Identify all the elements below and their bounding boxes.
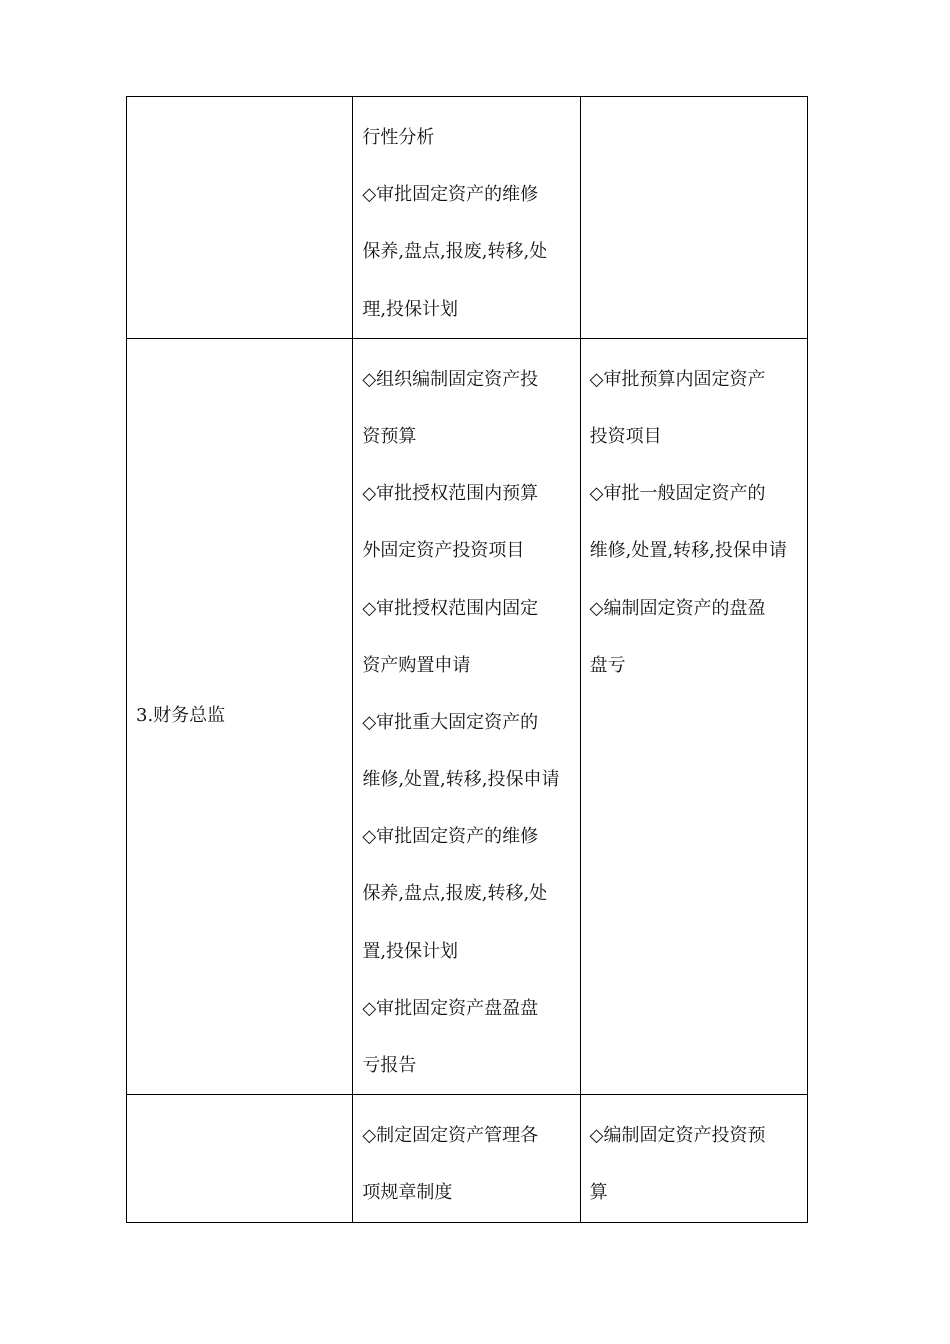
cell-line: 资预算	[362, 425, 417, 447]
cell-line: ◇审批授权范围内预算	[362, 483, 539, 505]
cell-line: ◇审批固定资产的维修	[362, 184, 539, 206]
role-label: 3.财务总监	[136, 705, 226, 727]
cell-line: 资产购置申请	[362, 654, 471, 676]
duty-cell	[580, 97, 807, 339]
table-row	[127, 338, 808, 1094]
role-cell	[127, 1095, 353, 1222]
authority-cell	[353, 97, 580, 339]
cell-line: ◇审批固定资产的维修	[362, 826, 539, 848]
cell-line: ◇审批预算内固定资产	[589, 368, 766, 390]
cell-line: 维修,处置,转移,投保申请	[362, 769, 560, 791]
table-row	[127, 1095, 808, 1222]
cell-line: ◇审批固定资产盘盈盘	[362, 997, 539, 1019]
responsibility-table	[126, 96, 808, 1223]
cell-line: 维修,处置,转移,投保申请	[589, 540, 787, 562]
authority-cell	[353, 338, 580, 1094]
authority-cell	[353, 1095, 580, 1222]
cell-line: 外固定资产投资项目	[362, 540, 525, 562]
table-row	[127, 97, 808, 339]
cell-line: ◇审批授权范围内固定	[362, 597, 539, 619]
cell-line: 盘亏	[589, 654, 626, 676]
role-cell	[127, 97, 353, 339]
cell-line: 行性分析	[362, 127, 435, 148]
cell-line: ◇编制固定资产的盘盈	[589, 597, 766, 619]
cell-line: ◇审批一般固定资产的	[589, 483, 766, 505]
cell-line: 置,投保计划	[362, 940, 459, 962]
duty-cell	[580, 1095, 807, 1222]
cell-line: 项规章制度	[362, 1182, 453, 1204]
cell-line: 保养,盘点,报废,转移,处	[362, 241, 548, 263]
duty-cell	[580, 338, 807, 1094]
cell-line: 亏报告	[362, 1055, 417, 1076]
cell-line: ◇编制固定资产投资预	[589, 1125, 766, 1147]
cell-line: ◇审批重大固定资产的	[362, 711, 539, 733]
cell-line: ◇制定固定资产管理各	[362, 1125, 539, 1147]
cell-line: 算	[589, 1182, 608, 1204]
cell-line: ◇组织编制固定资产投	[362, 368, 539, 390]
cell-line: 投资项目	[589, 425, 662, 447]
cell-line: 理,投保计划	[362, 298, 459, 320]
role-cell	[127, 338, 353, 1094]
cell-line: 保养,盘点,报废,转移,处	[362, 883, 548, 905]
